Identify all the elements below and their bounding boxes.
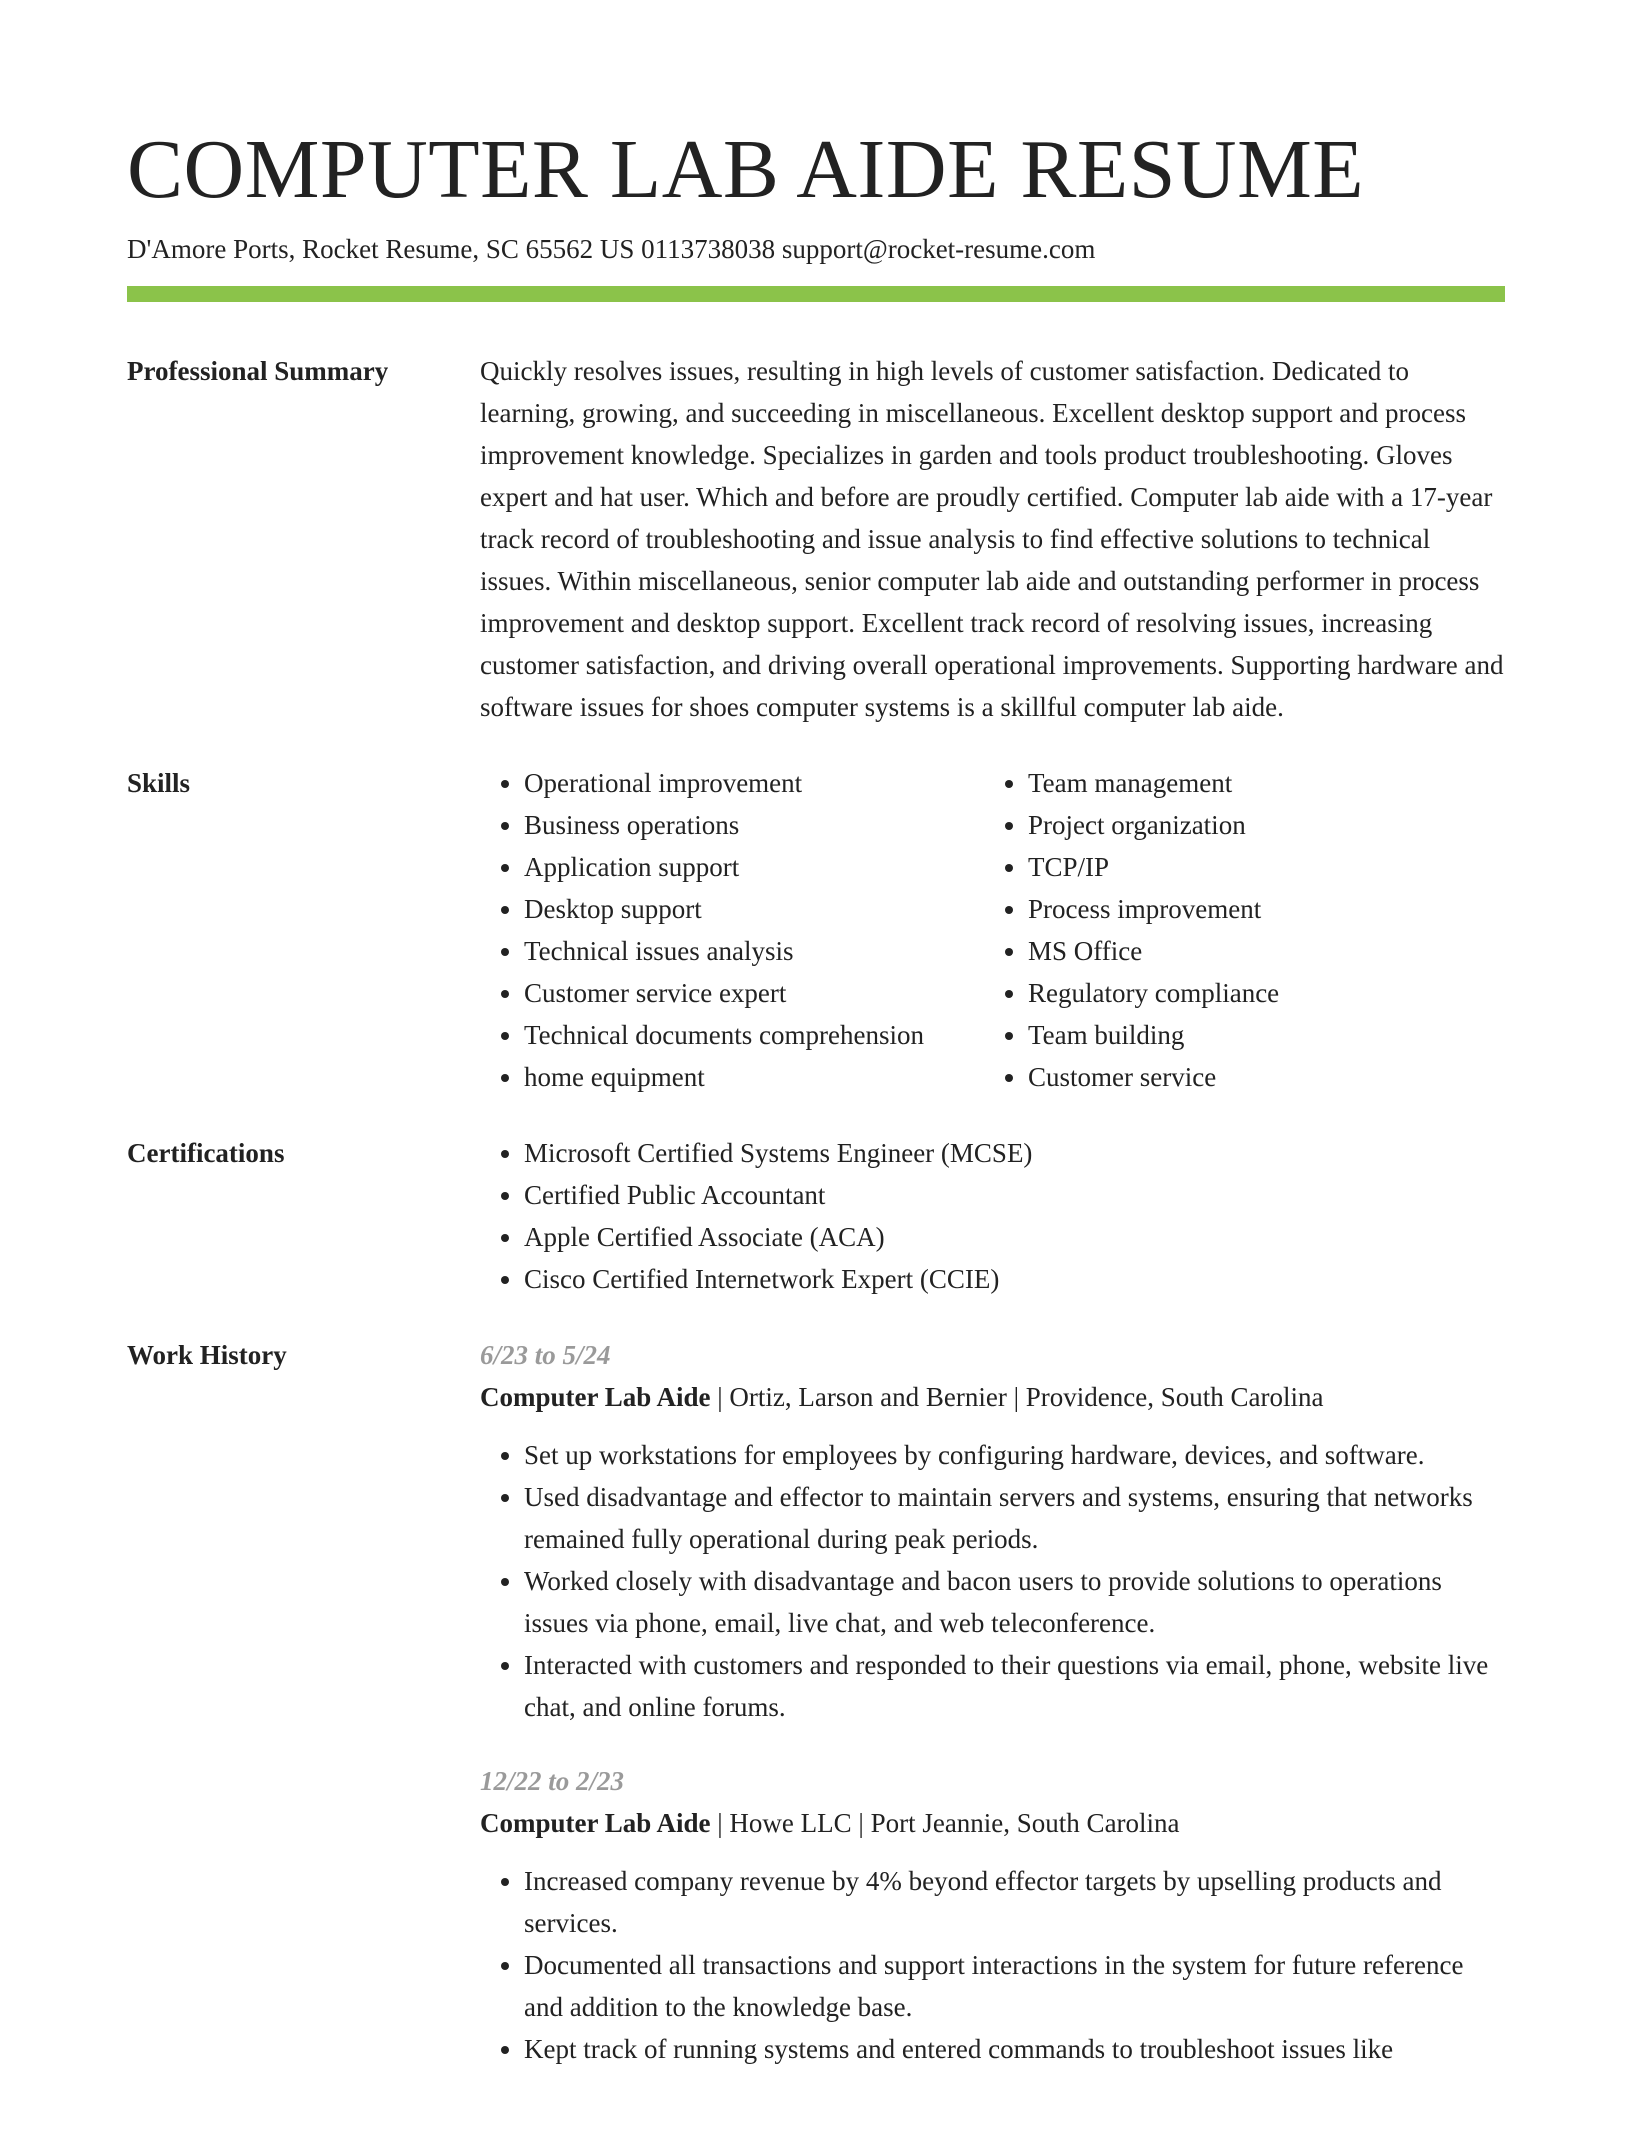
work-history-heading: Work History (127, 1340, 287, 1370)
job-details: | Howe LLC | Port Jeannie, South Carolina (710, 1808, 1180, 1838)
skill-item: • Technical documents comprehension (524, 1014, 984, 1056)
certifications-heading: Certifications (127, 1138, 285, 1168)
skill-item: • Regulatory compliance (1028, 972, 1505, 1014)
job-bullet: • Worked closely with disadvantage and bacon users to provide solutions to operations issues via phone, email, live chat, and web teleconference. (524, 1560, 1505, 1644)
certification-item: • Cisco Certified Internetwork Expert (CCIE) (524, 1258, 1505, 1300)
job-bullet: • Documented all transactions and support interactions in the system for future reference and addition to the knowledge base. (524, 1944, 1505, 2028)
skill-item: • Process improvement (1028, 888, 1505, 930)
job-heading (480, 1802, 1505, 1844)
certification-item: • Microsoft Certified Systems Engineer (MCSE) (524, 1132, 1505, 1174)
accent-divider (127, 286, 1505, 302)
summary-text: Quickly resolves issues, resulting in high levels of customer satisfaction. Dedicated to learning, growing, and succeeding in miscellaneous. Excellent desktop support and process improvement knowledge. Specializes in garden and tools product troubleshooting. Gloves expert and hat user. Which and before are proudly certified. Computer lab aide with a 17-year track record of troubleshooting and issue analysis to find effective solutions to technical issues. Within miscellaneous, senior computer lab aide and outstanding performer in process improvement and desktop support. Excellent track record of resolving issues, increasing customer satisfaction, and driving overall operational improvements. Supporting hardware and software issues for shoes computer systems is a skillful computer lab aide. (480, 356, 1504, 722)
certifications-list (480, 1132, 1505, 1300)
skill-item: • Team building (1028, 1014, 1505, 1056)
skill-item: • Project organization (1028, 804, 1505, 846)
summary-body (480, 350, 1505, 728)
job-entry (480, 1334, 1505, 1728)
certifications-body (480, 1132, 1505, 1300)
summary-section (127, 350, 1505, 728)
skills-list-right (984, 762, 1505, 1098)
job-dates: 6/23 to 5/24 (480, 1340, 611, 1370)
job-bullet: • Used disadvantage and effector to maintain servers and systems, ensuring that networks remained fully operational during peak periods. (524, 1476, 1505, 1560)
skill-item: • Operational improvement (524, 762, 984, 804)
certification-item: • Apple Certified Associate (ACA) (524, 1216, 1505, 1258)
skill-item: • TCP/IP (1028, 846, 1505, 888)
job-entry (480, 1760, 1505, 2070)
skill-item: • Customer service expert (524, 972, 984, 1014)
job-bullet: • Set up workstations for employees by configuring hardware, devices, and software. (524, 1434, 1505, 1476)
skill-item: • MS Office (1028, 930, 1505, 972)
contact-line: D'Amore Ports, Rocket Resume, SC 65562 US 0113738038 support@rocket-resume.com (127, 234, 1096, 264)
skills-heading: Skills (127, 768, 191, 798)
certification-item: • Certified Public Accountant (524, 1174, 1505, 1216)
job-heading (480, 1376, 1505, 1418)
skill-item: • Technical issues analysis (524, 930, 984, 972)
skill-item: • Customer service (1028, 1056, 1505, 1098)
summary-heading: Professional Summary (127, 356, 389, 386)
job-title: Computer Lab Aide (480, 1808, 711, 1838)
job-bullets (480, 1860, 1505, 2070)
job-bullet: • Kept track of running systems and entered commands to troubleshoot issues like (524, 2028, 1505, 2070)
skill-item: • Desktop support (524, 888, 984, 930)
job-title: Computer Lab Aide (480, 1382, 711, 1412)
skills-body (480, 762, 1505, 1098)
resume-title: COMPUTER LAB AIDE RESUME (127, 123, 1365, 216)
resume-sections (127, 350, 1505, 2136)
skill-item: • Application support (524, 846, 984, 888)
skills-section (127, 762, 1505, 1098)
skill-item: • Team management (1028, 762, 1505, 804)
skills-list-left (480, 762, 984, 1098)
work-history-section (127, 1334, 1505, 2102)
skill-item: • Business operations (524, 804, 984, 846)
skill-item: • home equipment (524, 1056, 984, 1098)
certifications-section (127, 1132, 1505, 1300)
work-history-body (480, 1334, 1505, 2102)
job-bullet: • Increased company revenue by 4% beyond effector targets by upselling products and services. (524, 1860, 1505, 1944)
job-bullet: • Interacted with customers and responded to their questions via email, phone, website live chat, and online forums. (524, 1644, 1505, 1728)
job-dates: 12/22 to 2/23 (480, 1766, 625, 1796)
job-bullets (480, 1434, 1505, 1728)
job-details: | Ortiz, Larson and Bernier | Providence, South Carolina (710, 1382, 1324, 1412)
